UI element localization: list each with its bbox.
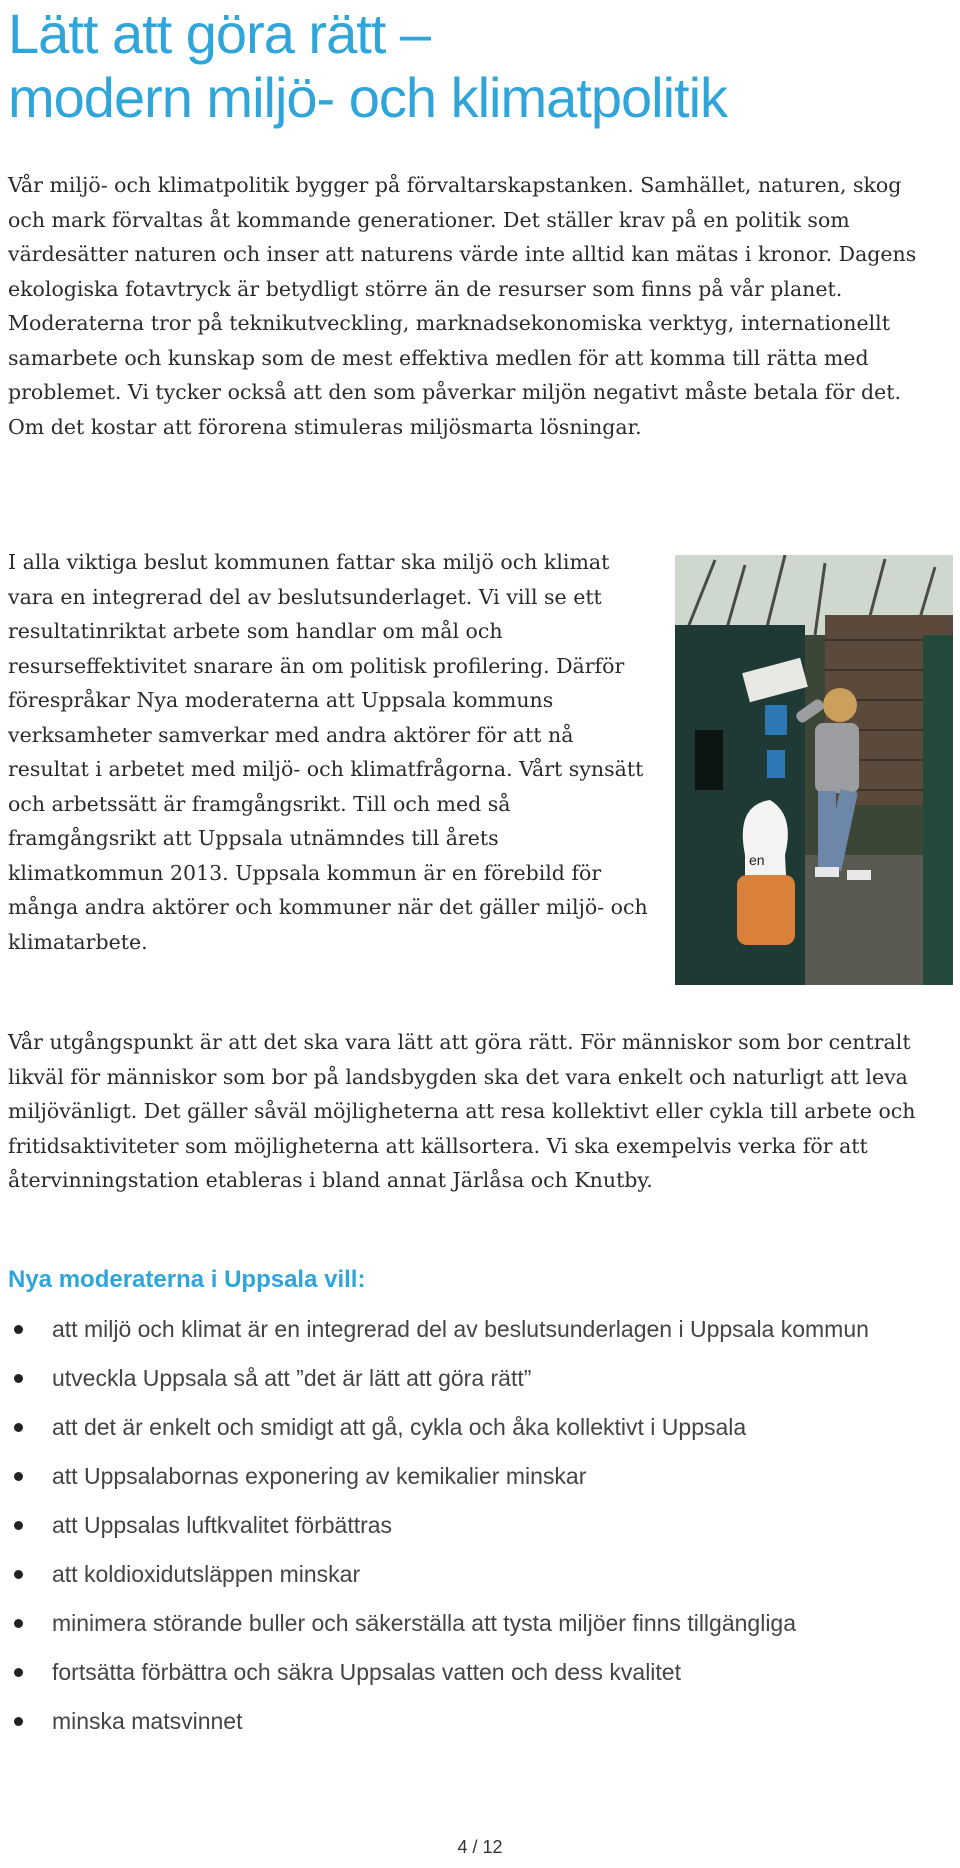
title-line-2: modern miljö- och klimatpolitik	[8, 66, 728, 129]
list-item-text: att det är enkelt och smidigt att gå, cykla och åka kollektivt i Uppsala	[52, 1414, 747, 1440]
list-item-text: att miljö och klimat är en integrerad del av beslutsunderlagen i Uppsala kommun	[52, 1316, 869, 1342]
list-item-text: att Uppsalabornas exponering av kemikalier minskar	[52, 1463, 587, 1489]
bullet-icon	[14, 1619, 23, 1628]
goals-list	[8, 1313, 928, 1754]
decision-paragraph: I alla viktiga beslut kommunen fattar ska miljö och klimat vara en integrerad del av beslutsunderlaget. Vi vill se ett resultatinriktat arbete som handlar om mål och resurseffektivitet snarare än om politisk profilering. Därför förespråkar Nya moderaterna att Uppsala kommuns verksamheter samverkar med andra aktörer för att nå resultat i arbetet med miljö- och klimatfrågorna. Vårt synsätt och arbetssätt är framgångsrikt. Till och med så framgångsrikt att Uppsala utnämndes till årets klimatkommun 2013. Uppsala kommun är en förebild för många andra aktörer och kommuner när det gäller miljö- och klimatarbete.	[8, 550, 648, 954]
list-item	[8, 1558, 928, 1591]
bullet-icon	[14, 1521, 23, 1530]
page-number: 4 / 12	[457, 1837, 503, 1857]
list-item-text: utveckla Uppsala så att ”det är lätt att göra rätt”	[52, 1365, 532, 1391]
bag-label: en	[749, 852, 765, 868]
bullet-icon	[14, 1423, 23, 1432]
recycling-photo	[675, 555, 953, 985]
list-item-text: minska matsvinnet	[52, 1708, 243, 1734]
bullet-icon	[14, 1717, 23, 1726]
list-item	[8, 1460, 928, 1493]
intro-paragraph: Vår miljö- och klimatpolitik bygger på förvaltarskapstanken. Samhället, naturen, skog och mark förvaltas åt kommande generationer. Det ställer krav på en politik som värdesätter naturen och inser att naturens värde inte alltid kan mätas i kronor. Dagens ekologiska fotavtryck är betydligt större än de resurser som finns på vår planet. Moderaterna tror på teknikutveckling, marknadsekonomiska verktyg, internationellt samarbete och kunskap som de mest effektiva medlen för att komma till rätta med problemet. Vi tycker också att den som påverkar miljön negativt måste betala för det. Om det kostar att förorena stimuleras miljösmarta lösningar.	[8, 173, 917, 439]
bullet-icon	[14, 1325, 23, 1334]
list-item	[8, 1705, 928, 1738]
list-item	[8, 1656, 928, 1689]
page-title	[8, 2, 908, 130]
list-heading: Nya moderaterna i Uppsala vill:	[8, 1266, 366, 1293]
title-line-1: Lätt att göra rätt –	[8, 2, 431, 65]
list-item-text: minimera störande buller och säkerställa att tysta miljöer finns tillgängliga	[52, 1610, 797, 1636]
recycling-photo-illustration	[675, 555, 953, 985]
list-item	[8, 1362, 928, 1395]
list-item	[8, 1607, 928, 1640]
starting-point-paragraph: Vår utgångspunkt är att det ska vara lätt att göra rätt. För människor som bor centralt likväl för människor som bor på landsbygden ska det vara enkelt och naturligt att leva miljövänligt. Det gäller såväl möjligheterna att resa kollektivt eller cykla till arbete och fritidsaktiviteter som möjligheterna att källsortera. Vi ska exempelvis verka för att återvinningstation etableras i bland annat Järlåsa och Knutby.	[8, 1030, 916, 1192]
bullet-icon	[14, 1374, 23, 1383]
bullet-icon	[14, 1472, 23, 1481]
list-item-text: fortsätta förbättra och säkra Uppsalas vatten och dess kvalitet	[52, 1659, 681, 1685]
list-item-text: att Uppsalas luftkvalitet förbättras	[52, 1512, 393, 1538]
list-item-text: att koldioxidutsläppen minskar	[52, 1561, 361, 1587]
bullet-icon	[14, 1570, 23, 1579]
list-item	[8, 1313, 928, 1346]
list-item	[8, 1509, 928, 1542]
bullet-icon	[14, 1668, 23, 1677]
list-item	[8, 1411, 928, 1444]
